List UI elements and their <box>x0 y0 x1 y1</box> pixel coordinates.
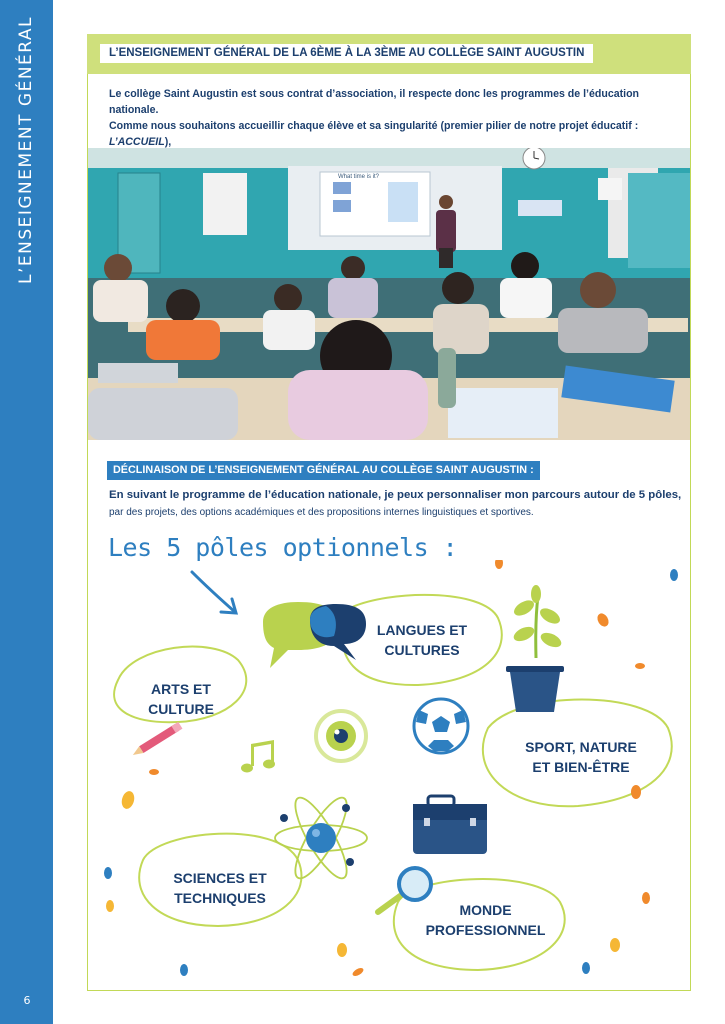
pole-langues-line-1: LANGUES ET <box>376 622 468 638</box>
intro-line-2-emphasis: L’ACCUEIL <box>109 136 165 148</box>
classroom-photo <box>88 148 690 440</box>
pole-monde-line-1: MONDE <box>459 902 512 918</box>
pole-arts-line-2: CULTURE <box>148 701 214 717</box>
pole-sciences-line-2: TECHNIQUES <box>174 890 266 906</box>
pole-sport <box>496 737 666 777</box>
pole-sport-line-2: ET BIEN-ÊTRE <box>532 759 630 775</box>
pole-sport-line-1: SPORT, NATURE <box>525 739 637 755</box>
pole-arts-line-1: ARTS ET <box>151 681 211 697</box>
pole-monde-line-2: PROFESSIONNEL <box>425 922 546 938</box>
briefcase-icon <box>413 796 487 854</box>
soccer-ball-icon <box>414 699 468 753</box>
declinaison-heading: DÉCLINAISON DE L’ENSEIGNEMENT GÉNÉRAL AU COLLÈGE SAINT AUGUSTIN : <box>107 461 540 480</box>
plant-pot-icon <box>506 585 564 712</box>
speech-bubbles-icon <box>263 602 366 668</box>
pencil-icon <box>131 722 183 758</box>
arrow-icon <box>192 572 236 613</box>
intro-line-2 <box>109 118 683 150</box>
intro-line-2-start: Comme nous souhaitons accueillir chaque élève et sa singularité (premier pilier de notre projet éducatif : <box>109 120 639 132</box>
pole-monde <box>408 900 563 940</box>
pole-sciences <box>150 868 290 908</box>
intro-line-1: Le collège Saint Augustin est sous contrat d’association, il respecte donc les programmes de l’éducation nationale. <box>109 88 640 116</box>
declinaison-line-2: par des projets, des options académiques et des propositions internes linguistiques et sportives. <box>109 507 534 518</box>
pole-arts <box>121 679 241 719</box>
declinaison-line-1: En suivant le programme de l’éducation nationale, je peux personnaliser mon parcours autour de 5 pôles, <box>109 489 682 501</box>
pole-sciences-line-1: SCIENCES ET <box>173 870 267 886</box>
poles-title: Les 5 pôles optionnels : <box>108 533 458 562</box>
pole-langues-line-2: CULTURES <box>384 642 460 658</box>
eye-icon <box>316 711 366 761</box>
pole-langues <box>352 620 492 660</box>
sidebar-title: L’ENSEIGNEMENT GÉNÉRAL <box>16 15 36 285</box>
page-number: 6 <box>23 994 31 1007</box>
intro-line-2-end: ), <box>164 136 172 148</box>
board-text: What time is it? <box>338 174 380 180</box>
page-heading: L’ENSEIGNEMENT GÉNÉRAL DE LA 6ÈME À LA 3ÈME AU COLLÈGE SAINT AUGUSTIN <box>100 44 593 63</box>
music-note-icon <box>241 740 275 773</box>
